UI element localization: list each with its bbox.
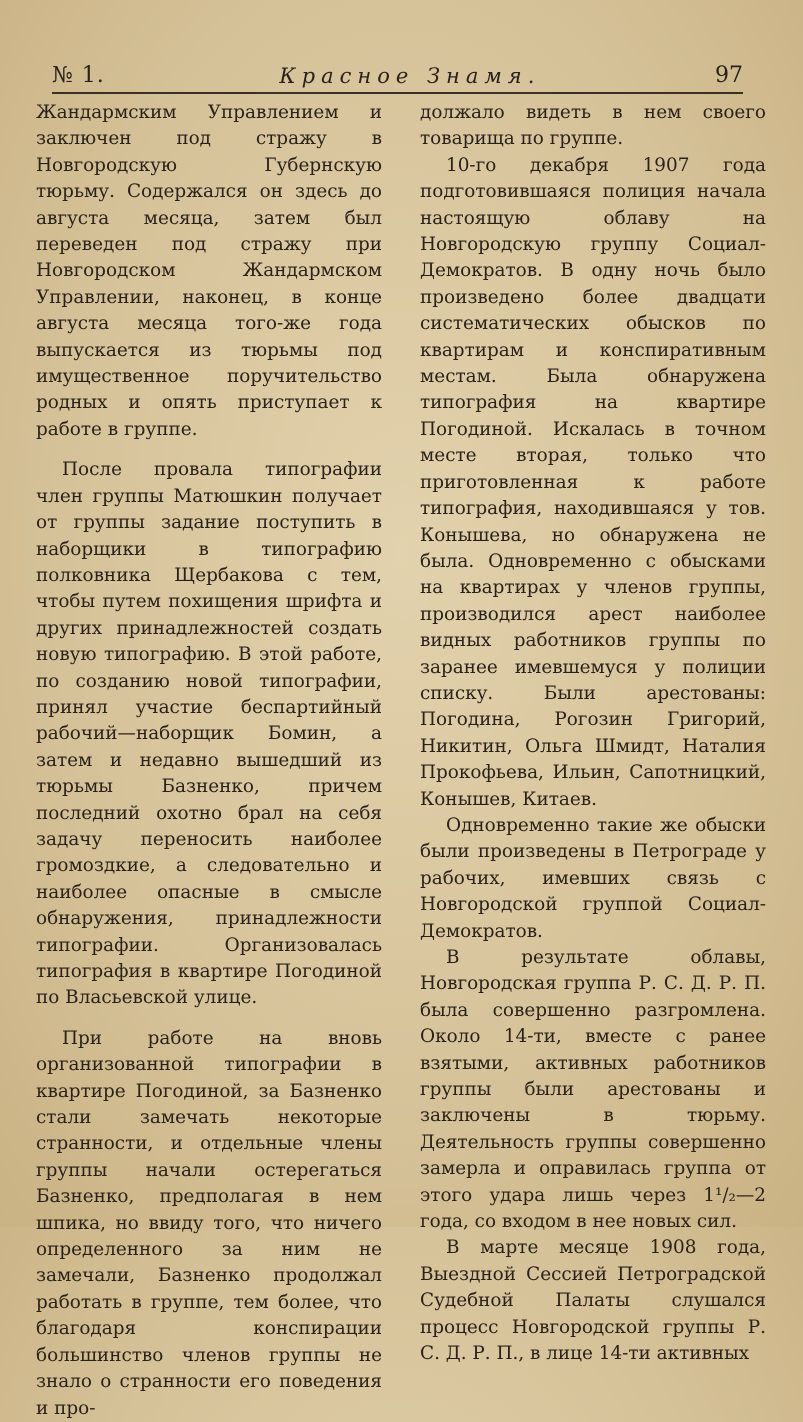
text-columns — [36, 100, 766, 1419]
paragraph: Одновременно такие же обыски были произведены в Петрограде у рабочих, имевших связь с Новгородской группой Социал-Демократов. — [420, 814, 766, 942]
right-column — [420, 100, 766, 1365]
page-header — [52, 52, 743, 94]
journal-title: Красное Знамя. — [279, 64, 541, 88]
paragraph: Жандармским Управлением и заключен под стражу в Новгородскую Губернскую тюрьму. Содержался он здесь до августа месяца, затем был переведен под стражу при Новгородском Жандармском Управлении, наконец, в конце августа месяца того-же года выпускается из тюрьмы под имущественное поручительство родных и опять приступает к работе в группе. — [36, 102, 382, 440]
paragraph: 10-го декабря 1907 года подготовившаяся полиция начала настоящую облаву на Новгородскую группу Социал-Демократов. В одну ночь было произведено более двадцати систематических обысков по квартирам и конспиративным местам. Была обнаружена типография на квартире Погодиной. Искалась в точном месте вторая, только что приготовленная к работе типография, находившаяся у тов. Конышева, но обнаружена не была. Одновременно с обысками на квартирах у членов группы, производился арест наиболее видных работников группы по заранее имевшемуся у полиции списку. Были арестованы: Погодина, Рогозин Григорий, Никитин, Ольга Шмидт, Наталия Прокофьева, Ильин, Сапотницкий, Конышев, Китаев. — [420, 154, 766, 810]
left-column — [36, 100, 382, 1419]
paragraph: В результате облавы, Новгородская группа Р. С. Д. Р. П. была совершенно разгромлена. Около 14-ти, вместе с ранее взятыми, активных работников группы были арестованы и заключены в тюрьму. Деятельность группы совершенно замерла и оправилась группа от этого удара лишь через 1¹/₂—2 года, со входом в нее новых сил. — [420, 947, 766, 1233]
paragraph: После провала типографии член группы Матюшкин получает от группы задание поступить в наборщики в типографию полковника Щербакова с тем, чтобы путем похищения шрифта и других принадлежностей создать новую типографию. В этой работе, по созданию новой типографии, принял участие беспартийный рабочий—наборщик Бомин, а затем и недавно вышедший из тюрьмы Базненко, причем последний охотно брал на себя задачу переносить наиболее громоздкие, а следовательно и наиболее опасные в смысле обнаружения, принадлежности типографии. Организовалась типография в квартире Погодиной по Власьевской улице. — [36, 459, 382, 1009]
paragraph: В марте месяце 1908 года, Выездной Сессией Петроградской Судебной Палаты слушался процесс Новгородской группы Р. С. Д. Р. П., в лице 14-ти активных — [420, 1237, 766, 1365]
paragraph: должало видеть в нем своего товарища по группе. — [420, 102, 766, 150]
issue-number: № 1. — [52, 63, 105, 88]
page-number: 97 — [714, 63, 743, 88]
paragraph: При работе на вновь организованной типографии в квартире Погодиной, за Базненко стали замечать некоторые странности, и отдельные члены группы начали остерегаться Базненко, предполагая в нем шпика, но ввиду того, что ничего определенного за ним не замечали, Базненко продолжал работать в группе, тем более, что благодаря конспирации большинство членов группы не знало о странности его поведения и про- — [36, 1027, 382, 1419]
